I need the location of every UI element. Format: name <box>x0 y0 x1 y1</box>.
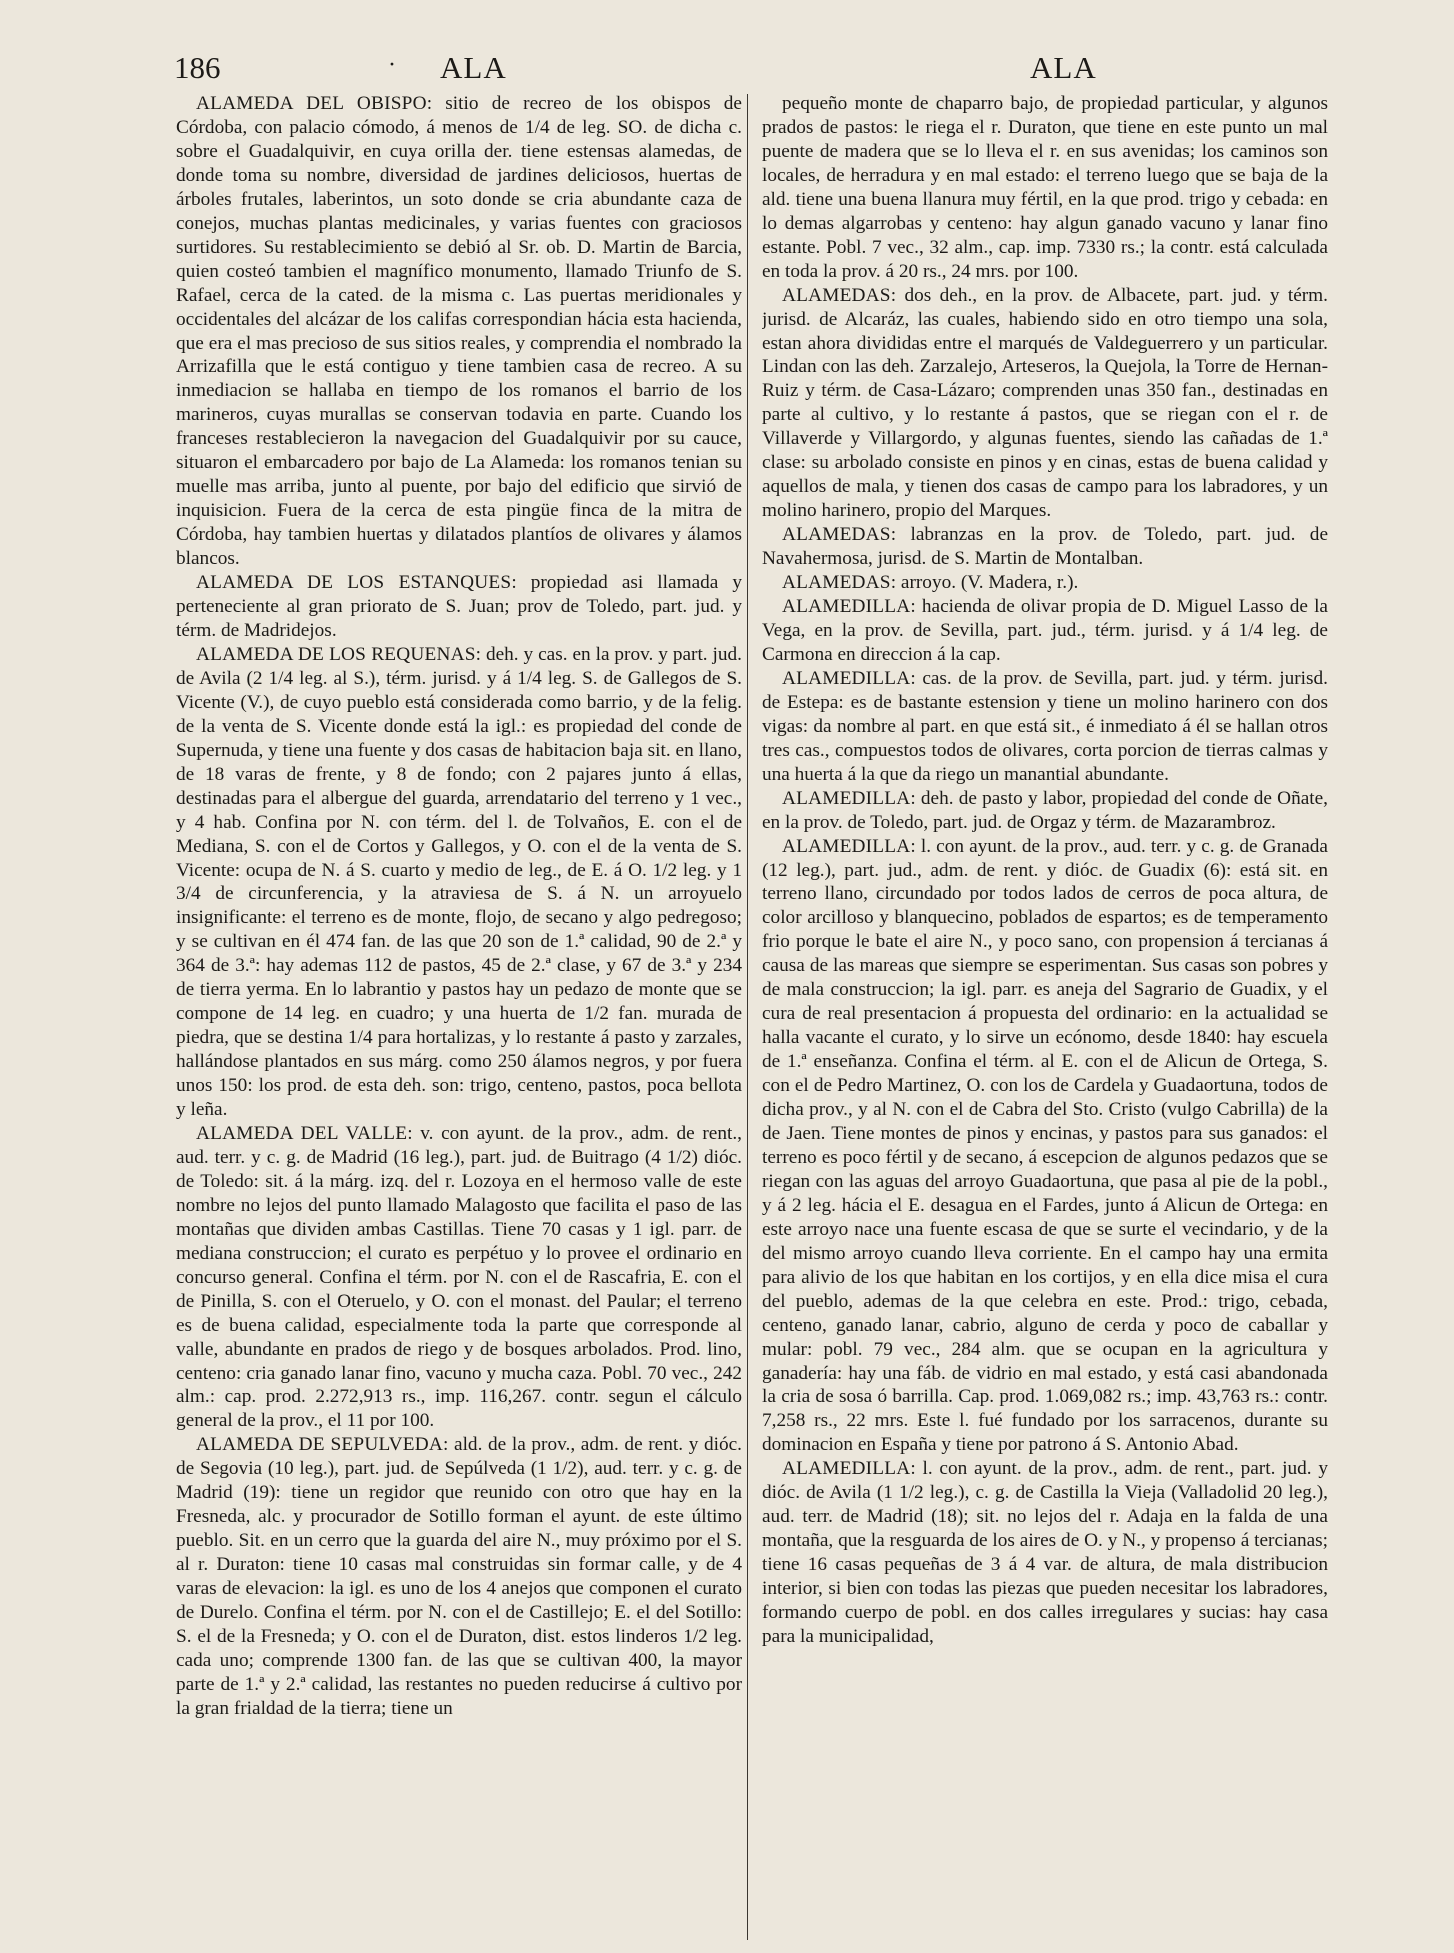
dictionary-entry <box>762 595 1328 667</box>
entry-text: : ald. de la prov., adm. de rent. y dióc. de Segovia (10 leg.), part. jud. de Sepúlveda (1 1/2), aud. terr. y c. g. de Madrid (19): tiene un regidor que reunido con otro que hay en la Fresneda, alc. y procurador de Sotillo forman el ayunt. de este último pueblo. Sit. en un cerro que la guarda del aire N., muy próximo por el S. al r. Duraton: tiene 10 casas mal construidas sin formar calle, y de 4 varas de elevacion: la igl. es uno de los 4 anejos que componen el curato de Durelo. Confina el térm. por N. con el de Castillejo; E. el del Sotillo: S. el de la Fresneda; y O. con el de Duraton, dist. estos linderos 1/2 leg. cada uno; comprende 1300 fan. de las que se cultivan 400, la mayor parte de 1.ª y 2.ª calidad, las restantes no pueden reducirse á cultivo por la gran frialdad de la tierra; tiene un <box>176 1434 742 1719</box>
dictionary-entry <box>762 667 1328 787</box>
header-word-right: ALA <box>1030 50 1097 85</box>
entry-headword: ALAMEDAS <box>782 572 891 594</box>
entry-headword: ALAMEDA DEL OBISPO <box>196 93 427 114</box>
entry-text: : propiedad asi llamada y perteneciente al gran priorato de S. Juan; prov de Toledo, part. jud. y térm. de Madridejos. <box>176 572 742 641</box>
entry-text: : v. con ayunt. de la prov., adm. de rent., aud. terr. y c. g. de Madrid (16 leg.), part. jud. de Buitrago (4 1/2) dióc. de Toledo: sit. á la márg. izq. del r. Lozoya en el hermoso valle de este nombre no lejos del punto llamado Malagosto que facilita el paso de las montañas que dividen ambas Castillas. Tiene 70 casas y 1 igl. parr. de mediana construccion; el curato es perpétuo y lo provee el ordinario en concurso general. Confina el térm. por N. con el de Rascafria, E. con el de Pinilla, S. con el Oteruelo, y O. con el monast. del Paular; el terreno es de buena calidad, especialmente toda la parte que corresponde al valle, abundante en prados de riego y de bosques arbolados. Prod. lino, centeno: cria ganado lanar fino, vacuno y mucha caza. Pobl. 70 vec., 242 alm.: cap. prod. 2.272,913 rs., imp. 116,267. contr. segun el cálculo general de la prov., el 11 por 100. <box>176 1122 742 1432</box>
entry-headword: ALAMEDILLA <box>782 596 911 618</box>
dictionary-entry <box>176 1122 742 1433</box>
dictionary-entry <box>762 92 1328 284</box>
entry-headword: ALAMEDILLA <box>782 787 911 809</box>
header-word-left: ALA <box>440 50 507 85</box>
entry-text: : dos deh., en la prov. de Albacete, part. jud. y térm. jurisd. de Alcaráz, las cuales, habiendo sido en otro tiempo una sola, estan ahora divididas entre el marqués de Valdeguerrero y un particular. Lindan con las deh. Zarzalejo, Arteseros, la Quejola, la Torre de Hernan-Ruiz y térm. de Casa-Lázaro; comprenden unas 350 fan., destinadas en parte al cultivo, y lo restante á pastos, que se riegan con el r. de Villaverde y Villargordo, y algunas fuentes, siendo las cañadas de 1.ª clase: su arbolado consiste en pinos y en cinas, estas de buena calidad y aquellos de mala, y tienen dos casas de campo para los labradores, y un molino harinero, propio del Marques. <box>762 284 1328 522</box>
entry-headword: ALAMEDILLA <box>782 835 911 857</box>
entry-headword: ALAMEDA DE LOS ESTANQUES <box>196 572 512 594</box>
dictionary-entry <box>762 1457 1328 1649</box>
entry-text: : l. con ayunt. de la prov., adm. de rent., part. jud. y dióc. de Avila (1 1/2 leg.), c. g. de Castilla la Vieja (Valladolid 20 leg.), aud. terr. de Madrid (18); sit. no lejos del r. Adaja en la falda de una montaña, que la resguarda de los aires de O. y N., y propenso á tercianas; tiene 16 casas pequeñas de 3 á 4 var. de altura, de mala distribucion interior, si bien con todas las piezas que pueden necesitar los labradores, formando cuerpo de pobl. en dos calles irregulares y sucias: hay casa para la municipalidad, <box>762 1458 1328 1647</box>
running-header <box>0 50 1454 90</box>
dictionary-entry <box>762 284 1328 524</box>
column-divider <box>747 94 748 1940</box>
dictionary-entry <box>762 523 1328 571</box>
entry-text: pequeño monte de chaparro bajo, de propiedad particular, y algunos prados de pastos: le riega el r. Duraton, que tiene en este punto un mal puente de madera que se lo lleva el r. en sus avenidas; los caminos son locales, de herradura y en mal estado: el terreno luego que se baja de la ald. tiene una buena llanura muy fértil, en la que prod. trigo y cebada: en lo demas algarrobas y centeno: hay algun ganado vacuno y lanar fino estante. Pobl. 7 vec., 32 alm., cap. imp. 7330 rs.; la contr. está calculada en toda la prov. á 20 rs., 24 mrs. por 100. <box>762 93 1328 282</box>
dictionary-entry <box>176 571 742 643</box>
dictionary-entry <box>176 92 742 571</box>
entry-text: : cas. de la prov. de Sevilla, part. jud. y térm. jurisd. de Estepa: es de bastante estension y tiene un molino harinero con dos vigas: da nombre al part. en que está sit., é inmediato á él se hallan otros tres cas., compuestos todos de olivares, corta porcion de tierras calmas y una huerta á la que da riego un manantial abundante. <box>762 667 1328 785</box>
entry-headword: ALAMEDAS <box>782 284 891 306</box>
entry-text: : deh. de pasto y labor, propiedad del conde de Oñate, en la prov. de Toledo, part. jud. de Orgaz y térm. de Mazarambroz. <box>762 787 1328 833</box>
entry-headword: ALAMEDAS <box>782 524 891 546</box>
entry-text: : sitio de recreo de los obispos de Córdoba, con palacio cómodo, á menos de 1/4 de leg. SO. de dicha c. sobre el Guadalquivir, en cuya orilla der. tiene estensas alamedas, de donde toma su nombre, diversidad de jardines deliciosos, huertas de árboles frutales, laberintos, un soto donde se cria abundante caza de conejos, muchas plantas medicinales, y varias fuentes con graciosos surtidores. Su restablecimiento se debió al Sr. ob. D. Martin de Barcia, quien costeó tambien el magnífico monumento, llamado Triunfo de S. Rafael, cerca de la cated. de la misma c. Las puertas meridionales y occidentales del alcázar de los califas correspondian hácia esta hacienda, que era el mas precioso de sus sitios reales, y comprendia el nombrado la Arrizafilla que le está contiguo y tiene tambien casa de recreo. A su inmediacion se hallaba en tiempo de los romanos el barrio de los marineros, cuyas murallas se conservan todavia en parte. Cuando los franceses restablecieron la navegacion del Guadalquivir por su cauce, situaron el embarcadero por bajo de La Alameda: los romanos tenian su muelle mas arriba, junto al puente, por bajo del edificio que sirvió de inquisicion. Fuera de la cerca de esta pingüe finca de la mitra de Córdoba, hay tambien huertas y dilatados plantíos de olivares y álamos blancos. <box>176 93 742 570</box>
entry-text: : hacienda de olivar propia de D. Miguel Lasso de la Vega, en la prov. de Sevilla, part. jud., térm. jurisd. y á 1/4 leg. de Carmona en direccion á la cap. <box>762 596 1328 665</box>
entry-text: : arroyo. (V. Madera, r.). <box>890 572 1079 594</box>
left-column <box>176 92 742 1940</box>
dictionary-entry <box>176 1433 742 1720</box>
entry-headword: ALAMEDILLA <box>782 1458 911 1480</box>
page-number: 186 <box>174 50 221 85</box>
entry-headword: ALAMEDILLA <box>782 667 911 689</box>
dictionary-entry <box>762 835 1328 1458</box>
header-mark: · <box>388 52 396 78</box>
dictionary-entry <box>762 787 1328 835</box>
entry-text: : l. con ayunt. de la prov., aud. terr. y c. g. de Granada (12 leg.), part. jud., adm. de rent. y dióc. de Guadix (6): está sit. en terreno llano, circundado por todos lados de cerros de poca altura, de color arcilloso y blanquecino, poblados de espartos; es de temperamento frio porque le bate el aire N., y poco sano, con propension á tercianas á causa de las mareas que siempre se esperimentan. Sus casas son pobres y de mala construccion; la igl. parr. es aneja del Sagrario de Guadix, y el cura de real presentacion á propuesta del ordinario: en la actualidad se halla vacante el curato, y lo sirve un ecónomo, desde 1840: hay escuela de 1.ª enseñanza. Confina el térm. al E. con el de Alicun de Ortega, S. con el de Pedro Martinez, O. con los de Cardela y Guadaortuna, todos de dicha prov., y al N. con el de Cabra del Sto. Cristo (vulgo Cabrilla) de la de Jaen. Tiene montes de pinos y encinas, y pastos para sus ganados: el terreno es poco fértil y de secano, á escepcion de algunos pedazos que se riegan con las aguas del arroyo Guadaortuna, que pasa al pie de la pobl., y á 2 leg. hácia el E. desagua en el Fardes, junto á Alicun de Ortega: en este arroyo nace una fuente escasa de que se surte el vecindario, y de la del mismo arroyo cuando lleva corriente. En el campo hay una ermita para alivio de los que habitan en los cortijos, y en ella dice misa el cura del pueblo, ademas de la que celebra en este. Prod.: trigo, cebada, centeno, ganado lanar, cabrio, alguno de cerda y poco de caballar y mular: pobl. 79 vec., 284 alm. que se ocupan en la agricultura y ganadería: hay una fáb. de vidrio en mal estado, y está casi abandonada la cria de sosa ó barrilla. Cap. prod. 1.069,082 rs.; imp. 43,763 rs.: contr. 7,258 rs., 22 mrs. Este l. fué fundado por los sarracenos, durante su dominacion en España y tiene por patrono á S. Antonio Abad. <box>762 835 1328 1456</box>
entry-headword: ALAMEDA DE SEPULVEDA <box>196 1434 444 1456</box>
dictionary-entry <box>176 643 742 1122</box>
dictionary-entry <box>762 571 1328 595</box>
right-column <box>762 92 1328 1940</box>
entry-headword: ALAMEDA DEL VALLE <box>196 1122 408 1144</box>
entry-text: : labranzas en la prov. de Toledo, part. jud. de Navahermosa, jurisd. de S. Martin de Montalban. <box>762 524 1328 570</box>
entry-text: : deh. y cas. en la prov. y part. jud. de Avila (2 1/4 leg. al S.), térm. jurisd. y á 1/4 leg. S. de Gallegos de S. Vicente (V.), de cuyo pueblo está considerada como barrio, y de la felig. de la venta de S. Vicente donde está la igl.: es propiedad del conde de Supernuda, y tiene una fuente y dos casas de habitacion baja sit. en llano, de 18 varas de frente, y 8 de fondo; con 2 pajares junto á ellas, destinadas para el albergue del guarda, arrendatario del terreno y 1 vec., y 4 hab. Confina por N. con térm. del l. de Tolvaños, E. con el de Mediana, S. con el de Cortos y Gallegos, y O. con el de la venta de S. Vicente: ocupa de N. á S. cuarto y medio de leg., de E. á O. 1/2 leg. y 1 3/4 de circunferencia, y la atraviesa de S. á N. un arroyuelo insignificante: el terreno es de monte, flojo, de secano y algo pedregoso; y se cultivan en él 474 fan. de las que 20 son de 1.ª calidad, 90 de 2.ª y 364 de 3.ª: hay ademas 112 de pastos, 45 de 2.ª clase, y 67 de 3.ª y 234 de tierra yerma. En lo labrantio y pastos hay un pedazo de monte que se compone de 14 leg. en cuadro; y una huerta de 1/2 fan. murada de piedra, que se destina 1/4 para hortalizas, y lo restante á pasto y zarzales, hallándose plantados en sus márg. como 250 álamos negros, y por fuera unos 150: los prod. de esta deh. son: trigo, centeno, pastos, poca bellota y leña. <box>176 643 742 1121</box>
entry-headword: ALAMEDA DE LOS REQUENAS <box>196 643 476 665</box>
